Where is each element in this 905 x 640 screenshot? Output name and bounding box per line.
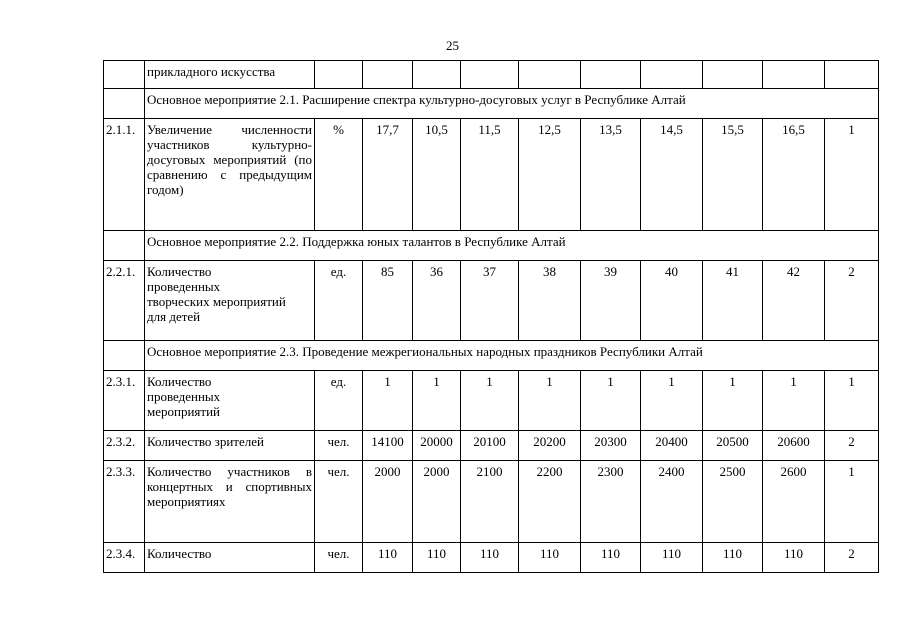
section-row [104,89,879,119]
value-cell: 14100 [363,431,413,461]
value-cell: 16,5 [763,119,825,231]
value-cell: 1 [703,371,763,431]
last-column-cell: 2 [825,543,879,573]
value-cell: 2100 [461,461,519,543]
empty-cell [825,61,879,89]
value-cell: 37 [461,261,519,341]
value-cell: 11,5 [461,119,519,231]
value-cell: 12,5 [519,119,581,231]
indicator-name-cell: прикладного искусства [145,61,315,89]
unit-cell: ед. [315,261,363,341]
section-row [104,231,879,261]
unit-cell: чел. [315,431,363,461]
value-cell: 1 [581,371,641,431]
code-cell: 2.3.3. [104,461,145,543]
value-cell: 1 [413,371,461,431]
code-cell [104,341,145,371]
section-row [104,341,879,371]
unit-cell: чел. [315,461,363,543]
indicator-name-text: Количество проведенных творческих мероприятий для детей [147,264,286,324]
section-heading: Основное мероприятие 2.3. Проведение межрегиональных народных праздников Республики Алтай [145,341,879,371]
value-cell: 20400 [641,431,703,461]
unit-cell: чел. [315,543,363,573]
table-row [104,431,879,461]
table-row [104,371,879,431]
code-cell: 2.3.1. [104,371,145,431]
empty-cell [461,61,519,89]
code-cell [104,89,145,119]
indicator-name-cell: Количество [145,543,315,573]
value-cell: 1 [363,371,413,431]
value-cell: 110 [519,543,581,573]
value-cell: 20500 [703,431,763,461]
value-cell: 2200 [519,461,581,543]
code-cell: 2.3.2. [104,431,145,461]
value-cell: 110 [461,543,519,573]
value-cell: 42 [763,261,825,341]
section-heading: Основное мероприятие 2.2. Поддержка юных талантов в Республике Алтай [145,231,879,261]
empty-cell [581,61,641,89]
empty-cell [519,61,581,89]
last-column-cell: 1 [825,371,879,431]
indicator-name-cell [145,371,315,431]
table-row [104,61,879,89]
value-cell: 110 [413,543,461,573]
code-cell: 2.3.4. [104,543,145,573]
empty-cell [413,61,461,89]
value-cell: 15,5 [703,119,763,231]
value-cell: 2000 [363,461,413,543]
value-cell: 110 [641,543,703,573]
unit-cell: ед. [315,371,363,431]
value-cell: 20100 [461,431,519,461]
value-cell: 2400 [641,461,703,543]
table-row [104,261,879,341]
unit-cell: % [315,119,363,231]
value-cell: 20300 [581,431,641,461]
value-cell: 1 [461,371,519,431]
value-cell: 40 [641,261,703,341]
value-cell: 2500 [703,461,763,543]
value-cell: 20000 [413,431,461,461]
value-cell: 17,7 [363,119,413,231]
value-cell: 2000 [413,461,461,543]
indicator-name-cell [145,261,315,341]
last-column-cell: 2 [825,431,879,461]
code-cell: 2.2.1. [104,261,145,341]
value-cell: 41 [703,261,763,341]
value-cell: 10,5 [413,119,461,231]
empty-cell [763,61,825,89]
indicators-table [103,60,879,573]
value-cell: 1 [641,371,703,431]
value-cell: 110 [703,543,763,573]
indicator-name-cell: Количество участников в концертных и спортивных мероприятиях [145,461,315,543]
code-cell [104,61,145,89]
value-cell: 20600 [763,431,825,461]
indicator-name-cell: Количество зрителей [145,431,315,461]
value-cell: 39 [581,261,641,341]
code-cell: 2.1.1. [104,119,145,231]
value-cell: 110 [363,543,413,573]
last-column-cell: 2 [825,261,879,341]
value-cell: 36 [413,261,461,341]
value-cell: 2300 [581,461,641,543]
section-heading: Основное мероприятие 2.1. Расширение спектра культурно-досуговых услуг в Республике Алтай [145,89,879,119]
value-cell: 1 [763,371,825,431]
page-number: 25 [446,38,459,53]
value-cell: 110 [581,543,641,573]
value-cell: 38 [519,261,581,341]
empty-cell [315,61,363,89]
table-row [104,461,879,543]
value-cell: 20200 [519,431,581,461]
indicator-name-text: Количество проведенных мероприятий [147,374,221,419]
code-cell [104,231,145,261]
empty-cell [363,61,413,89]
last-column-cell: 1 [825,119,879,231]
last-column-cell: 1 [825,461,879,543]
value-cell: 85 [363,261,413,341]
value-cell: 14,5 [641,119,703,231]
empty-cell [703,61,763,89]
indicator-name-cell: Увеличение численности участников культурно-досуговых мероприятий (по сравнению с предыдущим годом) [145,119,315,231]
value-cell: 2600 [763,461,825,543]
value-cell: 110 [763,543,825,573]
empty-cell [641,61,703,89]
value-cell: 13,5 [581,119,641,231]
table-row [104,119,879,231]
value-cell: 1 [519,371,581,431]
table-row [104,543,879,573]
